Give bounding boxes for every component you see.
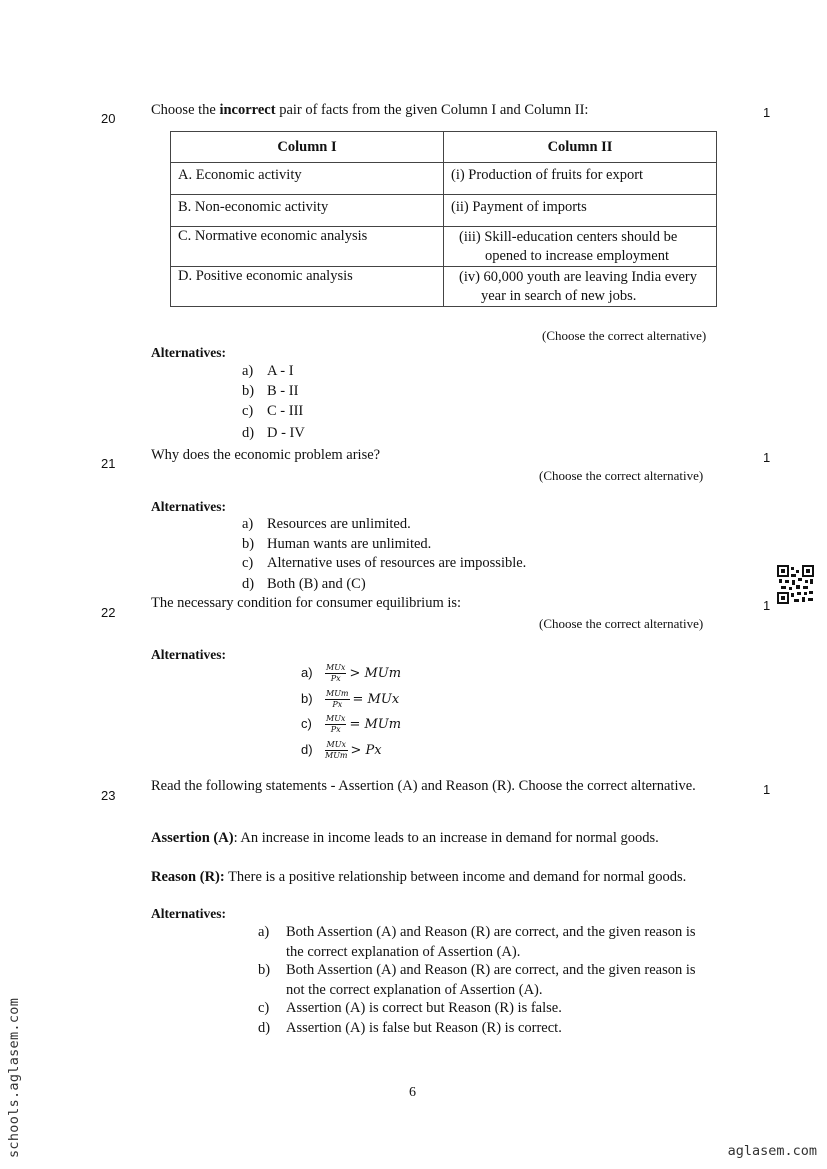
q20-text-post: pair of facts from the given Column I and Column II: bbox=[275, 102, 589, 118]
option-label: d) bbox=[301, 742, 313, 757]
question-number-23: 23 bbox=[101, 788, 116, 803]
option-label: a) bbox=[242, 363, 254, 379]
fraction bbox=[325, 689, 350, 710]
alternatives-label-q21: Alternatives: bbox=[151, 499, 226, 514]
column-header-1: Column I bbox=[171, 132, 444, 163]
fraction-denominator: Px bbox=[332, 700, 343, 710]
footer-watermark: aglasem.com bbox=[727, 1143, 817, 1159]
qr-code-icon bbox=[777, 565, 814, 604]
q20-text-bold: incorrect bbox=[219, 102, 276, 118]
option-label: c) bbox=[258, 1000, 270, 1016]
marks-q21: 1 bbox=[763, 450, 771, 465]
option-text: B - II bbox=[267, 383, 299, 399]
option-label: c) bbox=[242, 555, 254, 571]
assertion-statement bbox=[151, 828, 726, 848]
column-header-2: Column II bbox=[444, 132, 717, 163]
option-label: b) bbox=[242, 383, 255, 399]
option-text: Both Assertion (A) and Reason (R) are correct, and the given reason is the correct explanation of Assertion (A). bbox=[286, 924, 696, 960]
option-label: a) bbox=[258, 924, 270, 940]
option-label: a) bbox=[301, 665, 313, 680]
option-label: b) bbox=[242, 536, 255, 552]
q23-option-a bbox=[258, 923, 708, 962]
choose-note-q22: (Choose the correct alternative) bbox=[539, 616, 704, 631]
q20-option-c bbox=[242, 402, 303, 422]
reason-label: Reason (R): bbox=[151, 869, 225, 885]
fraction-numerator: MUm bbox=[326, 689, 349, 699]
option-text: Human wants are unlimited. bbox=[267, 536, 432, 552]
side-watermark: schools.aglasem.com bbox=[6, 997, 22, 1158]
table-cell: (ii) Payment of imports bbox=[444, 195, 717, 227]
fraction-denominator: MUm bbox=[325, 751, 348, 761]
choose-note-q21: (Choose the correct alternative) bbox=[539, 468, 704, 483]
reason-statement bbox=[151, 867, 726, 887]
option-label: d) bbox=[258, 1020, 271, 1036]
q20-option-a bbox=[242, 362, 294, 382]
equation-rest: > MUm bbox=[349, 666, 402, 681]
alternatives-label-q22: Alternatives: bbox=[151, 647, 226, 662]
fraction-denominator: Px bbox=[330, 725, 341, 735]
equation-rest: > Px bbox=[350, 743, 382, 758]
column-table bbox=[170, 131, 717, 307]
q22-option-d bbox=[301, 740, 382, 761]
option-text: Alternative uses of resources are impossible. bbox=[267, 555, 527, 571]
reason-text: There is a positive relationship between income and demand for normal goods. bbox=[224, 869, 687, 885]
marks-q20: 1 bbox=[763, 105, 771, 120]
fraction-numerator: MUx bbox=[326, 740, 346, 750]
option-label: b) bbox=[258, 962, 271, 978]
assertion-label: Assertion (A) bbox=[151, 830, 234, 846]
equation-rest: = MUx bbox=[352, 692, 400, 707]
option-text: Both (B) and (C) bbox=[267, 576, 366, 592]
table-cell: C. Normative economic analysis bbox=[171, 227, 444, 267]
choose-note-q20: (Choose the correct alternative) bbox=[542, 328, 707, 343]
option-text: A - I bbox=[267, 363, 294, 379]
fraction bbox=[325, 663, 346, 684]
q20-text-pre: Choose the bbox=[151, 102, 220, 118]
table-cell: D. Positive economic analysis bbox=[171, 267, 444, 307]
marks-q23: 1 bbox=[763, 782, 771, 797]
q22-option-a bbox=[301, 663, 401, 684]
q21-option-d bbox=[242, 575, 366, 595]
page-number: 6 bbox=[409, 1085, 416, 1100]
table-cell: A. Economic activity bbox=[171, 163, 444, 195]
q22-option-c bbox=[301, 714, 401, 735]
table-cell: (iv) 60,000 youth are leaving India every year in search of new jobs. bbox=[459, 269, 697, 304]
assertion-text: : An increase in income leads to an increase in demand for normal goods. bbox=[233, 830, 659, 846]
fraction bbox=[325, 714, 346, 735]
q21-option-c bbox=[242, 554, 526, 574]
equation-rest: = MUm bbox=[349, 717, 402, 732]
question-text-20 bbox=[151, 100, 588, 120]
option-text: Both Assertion (A) and Reason (R) are correct, and the given reason is not the correct explanation of Assertion (A). bbox=[286, 962, 696, 998]
option-text: Assertion (A) is false but Reason (R) is correct. bbox=[286, 1020, 562, 1036]
fraction bbox=[325, 740, 348, 761]
q22-option-b bbox=[301, 689, 399, 710]
q23-option-c bbox=[258, 999, 708, 1019]
q21-option-b bbox=[242, 535, 431, 555]
q21-option-a bbox=[242, 515, 411, 535]
marks-q22: 1 bbox=[763, 598, 771, 613]
option-text: Resources are unlimited. bbox=[267, 516, 411, 532]
table-cell: (i) Production of fruits for export bbox=[444, 163, 717, 195]
option-label: d) bbox=[242, 425, 255, 441]
table-cell-wrap bbox=[444, 267, 717, 307]
fraction-numerator: MUx bbox=[326, 663, 346, 673]
option-label: d) bbox=[242, 576, 255, 592]
question-text-21: Why does the economic problem arise? bbox=[151, 447, 381, 463]
table-cell-wrap bbox=[444, 227, 717, 267]
option-label: c) bbox=[242, 403, 254, 419]
q23-option-b bbox=[258, 961, 708, 1000]
q20-option-d bbox=[242, 424, 305, 444]
option-text: C - III bbox=[267, 403, 304, 419]
option-label: b) bbox=[301, 691, 313, 706]
fraction-numerator: MUx bbox=[326, 714, 346, 724]
option-label: c) bbox=[301, 716, 312, 731]
question-number-21: 21 bbox=[101, 456, 116, 471]
fraction-denominator: Px bbox=[330, 674, 341, 684]
q20-option-b bbox=[242, 382, 298, 402]
question-number-22: 22 bbox=[101, 605, 116, 620]
alternatives-label-q23: Alternatives: bbox=[151, 906, 226, 921]
table-cell: (iii) Skill-education centers should be opened to increase employment bbox=[459, 229, 678, 264]
option-text: Assertion (A) is correct but Reason (R) is false. bbox=[286, 1000, 562, 1016]
table-cell: B. Non-economic activity bbox=[171, 195, 444, 227]
question-number-20: 20 bbox=[101, 111, 116, 126]
q23-option-d bbox=[258, 1019, 708, 1039]
question-text-22: The necessary condition for consumer equilibrium is: bbox=[151, 595, 462, 611]
option-text: D - IV bbox=[267, 425, 305, 441]
question-text-23: Read the following statements - Assertion (A) and Reason (R). Choose the correct alternative. bbox=[151, 778, 696, 794]
alternatives-label-q20: Alternatives: bbox=[151, 345, 226, 360]
option-label: a) bbox=[242, 516, 254, 532]
